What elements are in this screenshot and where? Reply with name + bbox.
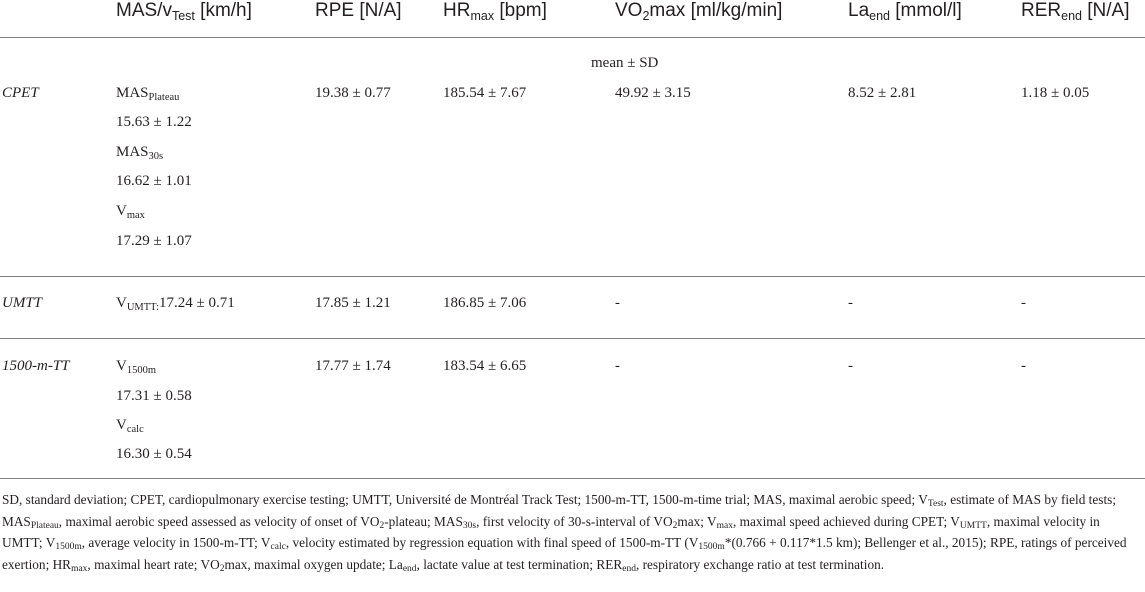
mas-30s-value: 16.62 ± 1.01 xyxy=(116,173,192,189)
mas-plateau-label: $MAS_{Plateau}$ xyxy=(116,85,180,103)
stat-label: mean ± SD xyxy=(591,55,659,71)
mas-plateau-value: 15.63 ± 1.22 xyxy=(116,114,192,130)
cpet-rer-end: 1.18 ± 0.05 xyxy=(1021,85,1090,101)
umtt-velocity: $V_{UMTT:}17.24 \pm 0.71$ xyxy=(116,295,235,313)
tt-vo2max: - xyxy=(615,358,620,374)
header-rer-end: $RER_{end}$ [N/A] xyxy=(1021,0,1130,23)
row-divider xyxy=(0,338,1145,339)
v1500m-label: $V_{1500m}$ xyxy=(116,358,157,376)
v1500m-value: 17.31 ± 0.58 xyxy=(116,388,192,404)
cpet-la-end: 8.52 ± 2.81 xyxy=(848,85,917,101)
table-bottom-divider xyxy=(0,478,1145,479)
mas-30s-label: $MAS_{30s}$ xyxy=(116,144,164,162)
header-mas: MAS/$v_{Test}$ [km/h] xyxy=(116,0,252,23)
header-hrmax: $HR_{max}$ [bpm] xyxy=(443,0,547,23)
row-divider xyxy=(0,276,1145,277)
row-label-umtt: UMTT xyxy=(2,295,43,311)
header-la-end: $La_{end}$ [mmol/l] xyxy=(848,0,962,23)
header-rpe: RPE [N/A] xyxy=(315,0,402,21)
header-divider xyxy=(0,37,1145,38)
cpet-rpe: 19.38 ± 0.77 xyxy=(315,85,391,101)
umtt-la-end: - xyxy=(848,295,853,311)
umtt-vo2max: - xyxy=(615,295,620,311)
vmax-label: $V_{max}$ xyxy=(116,203,145,221)
cpet-vo2max: 49.92 ± 3.15 xyxy=(615,85,691,101)
tt-hrmax: 183.54 ± 6.65 xyxy=(443,358,527,374)
table-footnote: SD, standard deviation; CPET, cardiopulmonary exercise testing; UMTT, Université de Montréal Track Test; 1500-m-TT, 1500-m-time trial; MAS, maximal aerobic speed; $V_{Test}$, estimate of MAS by field tests; $MAS_{Plateau}$, maximal aerobic speed assessed as velocity of onset of $VO_2$-plateau; $MAS_{30s}$, first velocity of 30-s-interval of $VO_2\max$; $V_{max}$, maximal speed achieved during CPET; $V_{UMTT}$, maximal velocity in UMTT; $V_{1500m}$, average velocity in 1500-m-TT; $V_{calc}$, velocity estimated by regression equation with final speed of 1500-m-TT ($V_{1500m}*(0.766 + 0.117*1.5$ km); Bellenger et al., 2015); RPE, ratings of perceived exertion; $HR_{max}$, maximal heart rate; $VO_2\max$, maximal oxygen update; $La_{end}$, lactate value at test termination; $RER_{end}$, respiratory exchange ratio at test termination. xyxy=(2,492,1127,574)
row-label-1500m-tt: 1500-m-TT xyxy=(2,358,70,374)
vcalc-label: $V_{calc}$ xyxy=(116,417,144,435)
vcalc-value: 16.30 ± 0.54 xyxy=(116,446,192,462)
umtt-rpe: 17.85 ± 1.21 xyxy=(315,295,391,311)
tt-rer-end: - xyxy=(1021,358,1026,374)
tt-la-end: - xyxy=(848,358,853,374)
tt-rpe: 17.77 ± 1.74 xyxy=(315,358,391,374)
cpet-hrmax: 185.54 ± 7.67 xyxy=(443,85,527,101)
umtt-rer-end: - xyxy=(1021,295,1026,311)
header-vo2max: $VO_2\max$ [ml/kg/min] xyxy=(615,0,783,23)
vmax-value: 17.29 ± 1.07 xyxy=(116,233,192,249)
umtt-hrmax: 186.85 ± 7.06 xyxy=(443,295,527,311)
row-label-cpet: CPET xyxy=(2,85,39,101)
